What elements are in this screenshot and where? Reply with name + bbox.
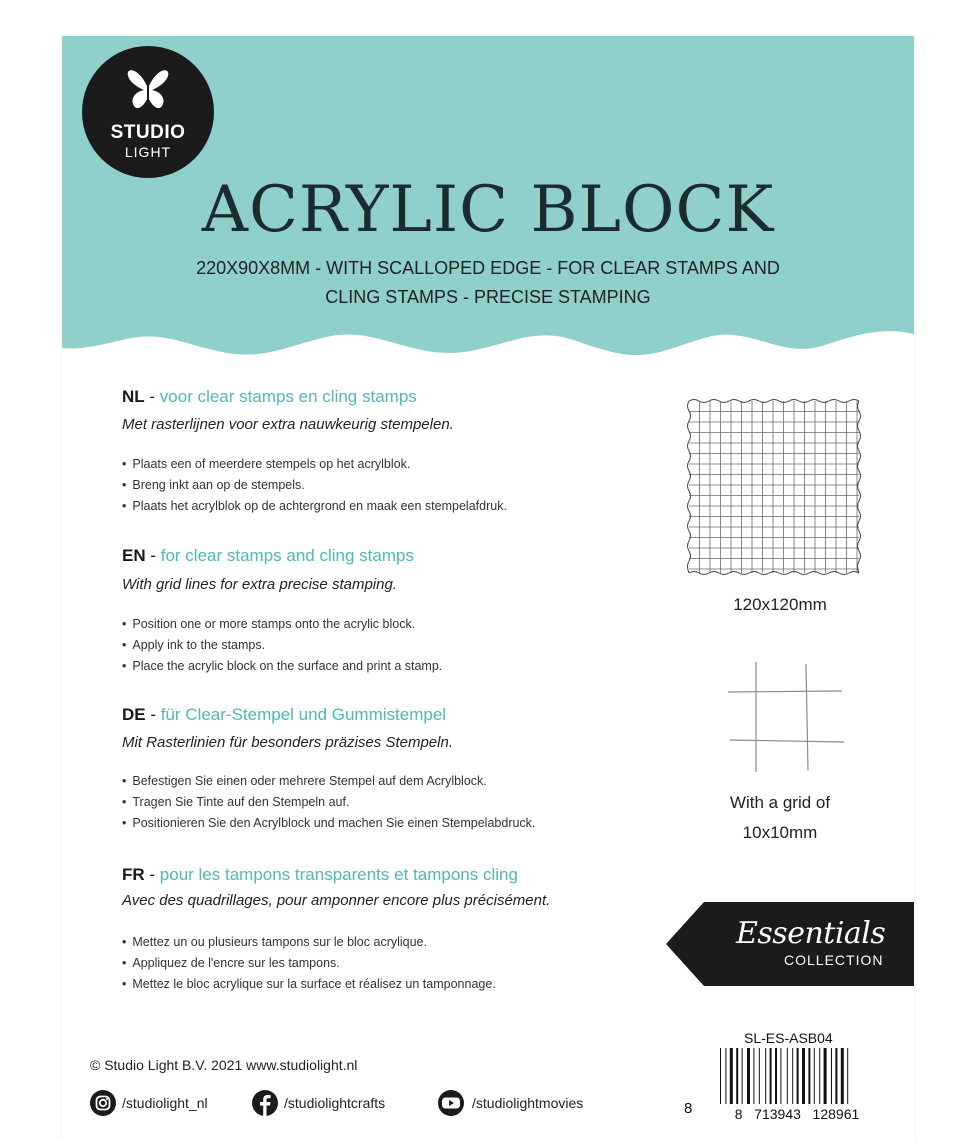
bullet-item: • Place the acrylic block on the surface and print a stamp. [122, 656, 442, 677]
section-fr-bullets [122, 932, 496, 995]
barcode-number: 8 713943 128961 [734, 1106, 860, 1122]
barcode-bar [759, 1048, 760, 1104]
barcode-bar [753, 1048, 754, 1104]
barcode-bar [725, 1048, 726, 1104]
section-en-bullets [122, 614, 442, 677]
bullet-item: • Apply ink to the stamps. [122, 635, 442, 656]
instagram-link[interactable] [90, 1089, 208, 1117]
bullet-item: • Plaats een of meerdere stempels op het acrylblok. [122, 454, 507, 475]
collection-text: COLLECTION [784, 952, 884, 968]
barcode [718, 1048, 876, 1122]
barcode-bar [841, 1048, 844, 1104]
barcode-bar [747, 1048, 750, 1104]
barcode-bar [824, 1048, 827, 1104]
section-de-heading [122, 704, 446, 726]
barcode-bar [802, 1048, 805, 1104]
grid-detail-diagram [726, 660, 846, 775]
barcode-bar [787, 1048, 788, 1104]
bullet-item: • Mettez le bloc acrylique sur la surface et réalisez un tamponnage. [122, 974, 496, 995]
barcode-prefix-digit: 8 [684, 1100, 693, 1117]
separator: - [144, 387, 160, 406]
bullet-item: • Appliquez de l'encre sur les tampons. [122, 953, 496, 974]
barcode-bar [775, 1048, 777, 1104]
barcode-bar [780, 1048, 781, 1104]
grid-caption-line: 10x10mm [742, 823, 818, 842]
bullet-item: • Befestigen Sie einen oder mehrere Stempel auf dem Acrylblock. [122, 771, 535, 792]
product-sku: SL-ES-ASB04 [744, 1030, 833, 1046]
language-code: NL [122, 387, 145, 406]
barcode-bar [808, 1048, 810, 1104]
barcode-bar [819, 1048, 820, 1104]
subtitle-line: 220X90X8MM - WITH SCALLOPED EDGE - FOR CLEAR STAMPS AND [196, 258, 780, 278]
barcode-bar [835, 1048, 837, 1104]
barcode-bar [814, 1048, 815, 1104]
logo-text-studio: STUDIO [110, 122, 186, 143]
section-tagline: voor clear stamps en cling stamps [159, 387, 417, 406]
barcode-bar [770, 1048, 772, 1104]
butterfly-icon [126, 66, 170, 116]
barcode-bar [742, 1048, 743, 1104]
facebook-handle: /studiolightcrafts [284, 1095, 386, 1111]
facebook-icon [252, 1090, 278, 1116]
instagram-handle: /studiolight_nl [122, 1095, 208, 1111]
facebook-link[interactable] [252, 1089, 385, 1117]
section-nl-subtitle: Met rasterlijnen voor extra nauwkeurig stempelen. [122, 416, 454, 433]
barcode-bar [736, 1048, 738, 1104]
section-tagline: for clear stamps and cling stamps [160, 546, 414, 565]
youtube-handle: /studiolightmovies [472, 1095, 584, 1111]
bullet-item: • Position one or more stamps onto the acrylic block. [122, 614, 442, 635]
section-tagline: pour les tampons transparents et tampons cling [159, 865, 518, 884]
product-subtitle [160, 254, 816, 312]
essentials-collection-badge [666, 902, 914, 991]
youtube-link[interactable] [436, 1089, 583, 1117]
section-nl-bullets [122, 454, 507, 517]
barcode-bar [847, 1048, 848, 1104]
essentials-script-text: Essentials [736, 916, 886, 951]
subtitle-line: CLING STAMPS - PRECISE STAMPING [325, 287, 651, 307]
copyright-text: © Studio Light B.V. 2021 www.studiolight.nl [90, 1057, 358, 1073]
language-code: FR [122, 865, 145, 884]
barcode-bar [765, 1048, 766, 1104]
section-nl-heading [122, 386, 417, 408]
acrylic-block-grid-diagram [686, 398, 866, 578]
barcode-bar [797, 1048, 799, 1104]
bullet-item: • Positionieren Sie den Acrylblock und machen Sie einen Stempelabdruck. [122, 813, 535, 834]
section-fr-heading [122, 864, 518, 886]
youtube-icon [436, 1090, 466, 1116]
product-title: ACRYLIC BLOCK [201, 173, 775, 247]
barcode-bar [730, 1048, 733, 1104]
barcode-bar [792, 1048, 793, 1104]
separator: - [145, 546, 161, 565]
section-de-bullets [122, 771, 535, 834]
separator: - [145, 705, 161, 724]
barcode-bar [831, 1048, 832, 1104]
language-code: EN [122, 546, 146, 565]
language-code: DE [122, 705, 146, 724]
bullet-item: • Mettez un ou plusieurs tampons sur le bloc acrylique. [122, 932, 496, 953]
section-en-subtitle: With grid lines for extra precise stamping. [122, 576, 397, 593]
section-fr-subtitle: Avec des quadrillages, pour amponner encore plus précisément. [122, 892, 551, 909]
logo-text-light: LIGHT [124, 144, 172, 160]
studio-light-logo [82, 46, 214, 178]
instagram-icon [90, 1090, 116, 1116]
bullet-item: • Plaats het acrylblok op de achtergrond en maak een stempelafdruk. [122, 496, 507, 517]
section-en-heading [122, 545, 414, 567]
barcode-bar [720, 1048, 721, 1104]
section-de-subtitle: Mit Rasterlinien für besonders präzises Stempeln. [122, 734, 453, 751]
grid-spacing-caption [690, 788, 870, 848]
bullet-item: • Breng inkt aan op de stempels. [122, 475, 507, 496]
separator: - [144, 865, 160, 884]
bullet-item: • Tragen Sie Tinte auf den Stempeln auf. [122, 792, 535, 813]
grid-caption-line: With a grid of [729, 793, 831, 812]
block-size-caption: 120x120mm [733, 595, 827, 614]
section-tagline: für Clear-Stempel und Gummistempel [160, 705, 447, 724]
